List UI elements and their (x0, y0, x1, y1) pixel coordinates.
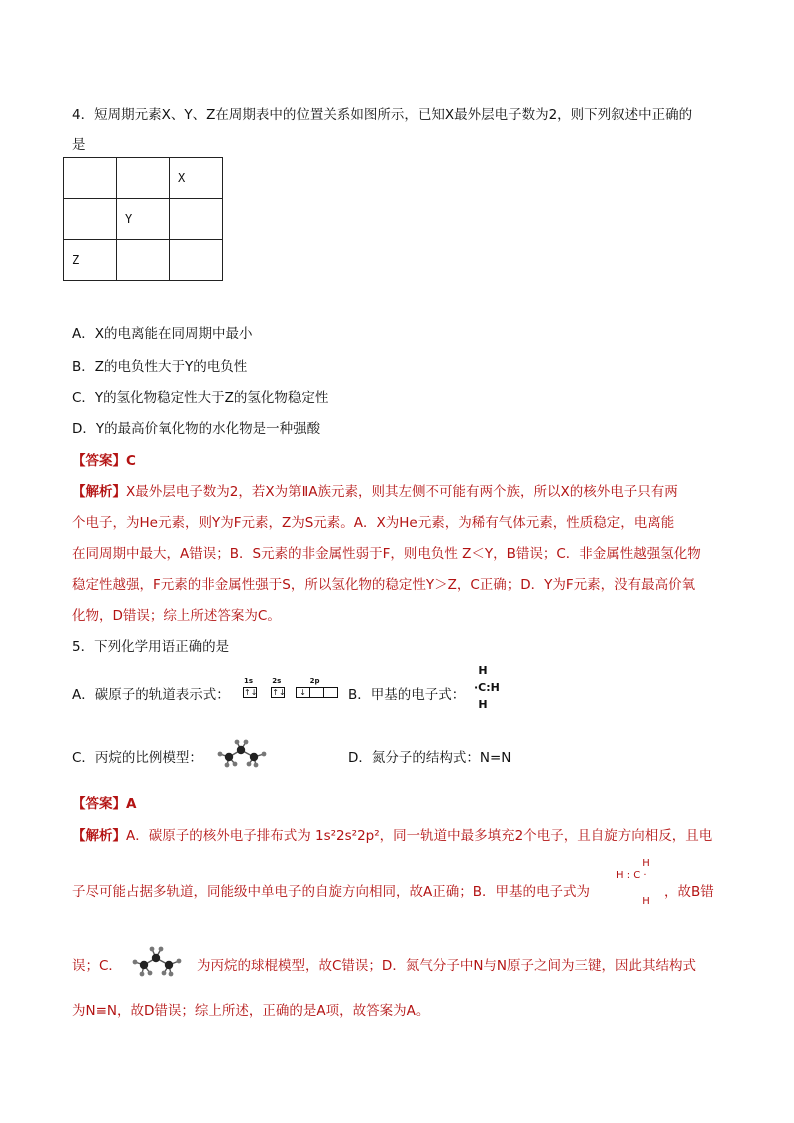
q4-analysis-line3: 在同周期中最大，A错误；B．S元素的非金属性弱于F，则电负性 Z＜Y，B错误；C．非金属性越强氢化物 (72, 546, 701, 562)
orbital-box: ↓ (296, 687, 310, 698)
orbital-2s (271, 677, 286, 703)
orbital-label-2s: 2s (272, 677, 282, 685)
methyl-h-top: H (478, 664, 488, 677)
q4-option-c: C．Y的氢化物稳定性大于Z的氢化物稳定性 (72, 390, 329, 406)
q5-option-c: C．丙烷的比例模型： (72, 750, 203, 766)
analysis-text: A．碳原子的核外电子排布式为 1s²2s²2p²，同一轨道中最多填充2个电子，且自旋方向相反，且电 (126, 828, 713, 844)
q5-option-b: B．甲基的电子式： (348, 687, 466, 703)
q5-analysis-line2-tail: ，故B错 (664, 884, 714, 900)
q5-analysis-line4: 为N≡N，故D错误；综上所述，正确的是A项，故答案为A。 (72, 1003, 430, 1019)
table-cell (117, 158, 170, 199)
q5-answer (72, 792, 136, 812)
answer-value: C (126, 453, 136, 469)
q4-stem-line1: 4．短周期元素X、Y、Z在周期表中的位置关系如图所示，已知X最外层电子数为2，则下列叙述中正确的 (72, 107, 693, 123)
q4-option-d: D．Y的最高价氧化物的水化物是一种强酸 (72, 421, 321, 437)
lewis-h-top: H (642, 858, 650, 869)
q4-analysis-line4: 稳定性越强，F元素的非金属性强于S，所以氢化物的稳定性Y＞Z，C正确；D．Y为F元素，没有最高价氧 (72, 577, 696, 593)
methyl-center: ·C:H (474, 681, 500, 694)
orbital-box (324, 687, 338, 698)
table-cell (64, 199, 117, 240)
orbital-2p (296, 677, 338, 703)
orbital-box: ↑↓ (272, 688, 286, 697)
table-cell (170, 199, 223, 240)
table-cell: X (170, 158, 223, 199)
q5-analysis-line1 (72, 824, 712, 844)
q5-option-a: A．碳原子的轨道表示式： (72, 687, 230, 703)
table-cell (170, 240, 223, 281)
orbital-1s (243, 677, 258, 703)
q5-analysis-line2: 子尽可能占据多轨道，同能级中单电子的自旋方向相同，故A正确；B．甲基的电子式为 (72, 884, 590, 900)
q4-option-b: B．Z的电负性大于Y的电负性 (72, 359, 248, 375)
answer-value: A (126, 796, 137, 812)
methyl-h-bottom: H (478, 698, 488, 711)
analysis-text: X最外层电子数为2，若X为第ⅡA族元素，则其左侧不可能有两个族，所以X的核外电子只有两 (126, 484, 678, 500)
answer-label: 【答案】 (72, 453, 126, 469)
answer-label: 【答案】 (72, 796, 126, 812)
q5-analysis-line3-tail: 为丙烷的球棍模型，故C错误；D．氮气分子中N与N原子之间为三键，因此其结构式 (197, 958, 697, 974)
orbital-diagram (243, 677, 338, 703)
q4-answer (72, 449, 136, 469)
table-cell: Z (64, 240, 117, 281)
q4-analysis-line2: 个电子，为He元素，则Y为F元素，Z为S元素。A．X为He元素，为稀有气体元素，性质稳定，电离能 (72, 515, 675, 531)
q5-option-d: D．氮分子的结构式：N=N (348, 750, 512, 766)
q4-option-a: A．X的电离能在同周期中最小 (72, 326, 253, 342)
lewis-h-bottom: H (642, 896, 650, 907)
lewis-mid: H : C · (616, 870, 647, 881)
periodic-position-table (63, 157, 223, 281)
propane-model-image (215, 737, 273, 769)
propane-ball-stick-image (130, 945, 184, 979)
orbital-box: ↑↓ (244, 688, 258, 697)
orbital-label-1s: 1s (244, 677, 254, 685)
table-cell: Y (117, 199, 170, 240)
table-cell (64, 158, 117, 199)
analysis-label: 【解析】 (72, 484, 126, 500)
q4-analysis-line5: 化物，D错误；综上所述答案为C。 (72, 608, 281, 624)
q4-analysis-line1 (72, 480, 678, 500)
q5-stem: 5．下列化学用语正确的是 (72, 639, 230, 655)
table-cell (117, 240, 170, 281)
q4-stem-line2: 是 (72, 137, 86, 153)
orbital-box (310, 687, 324, 698)
orbital-label-2p: 2p (309, 677, 320, 685)
q5-analysis-line3-head: 误；C． (72, 958, 122, 974)
analysis-label: 【解析】 (72, 828, 126, 844)
